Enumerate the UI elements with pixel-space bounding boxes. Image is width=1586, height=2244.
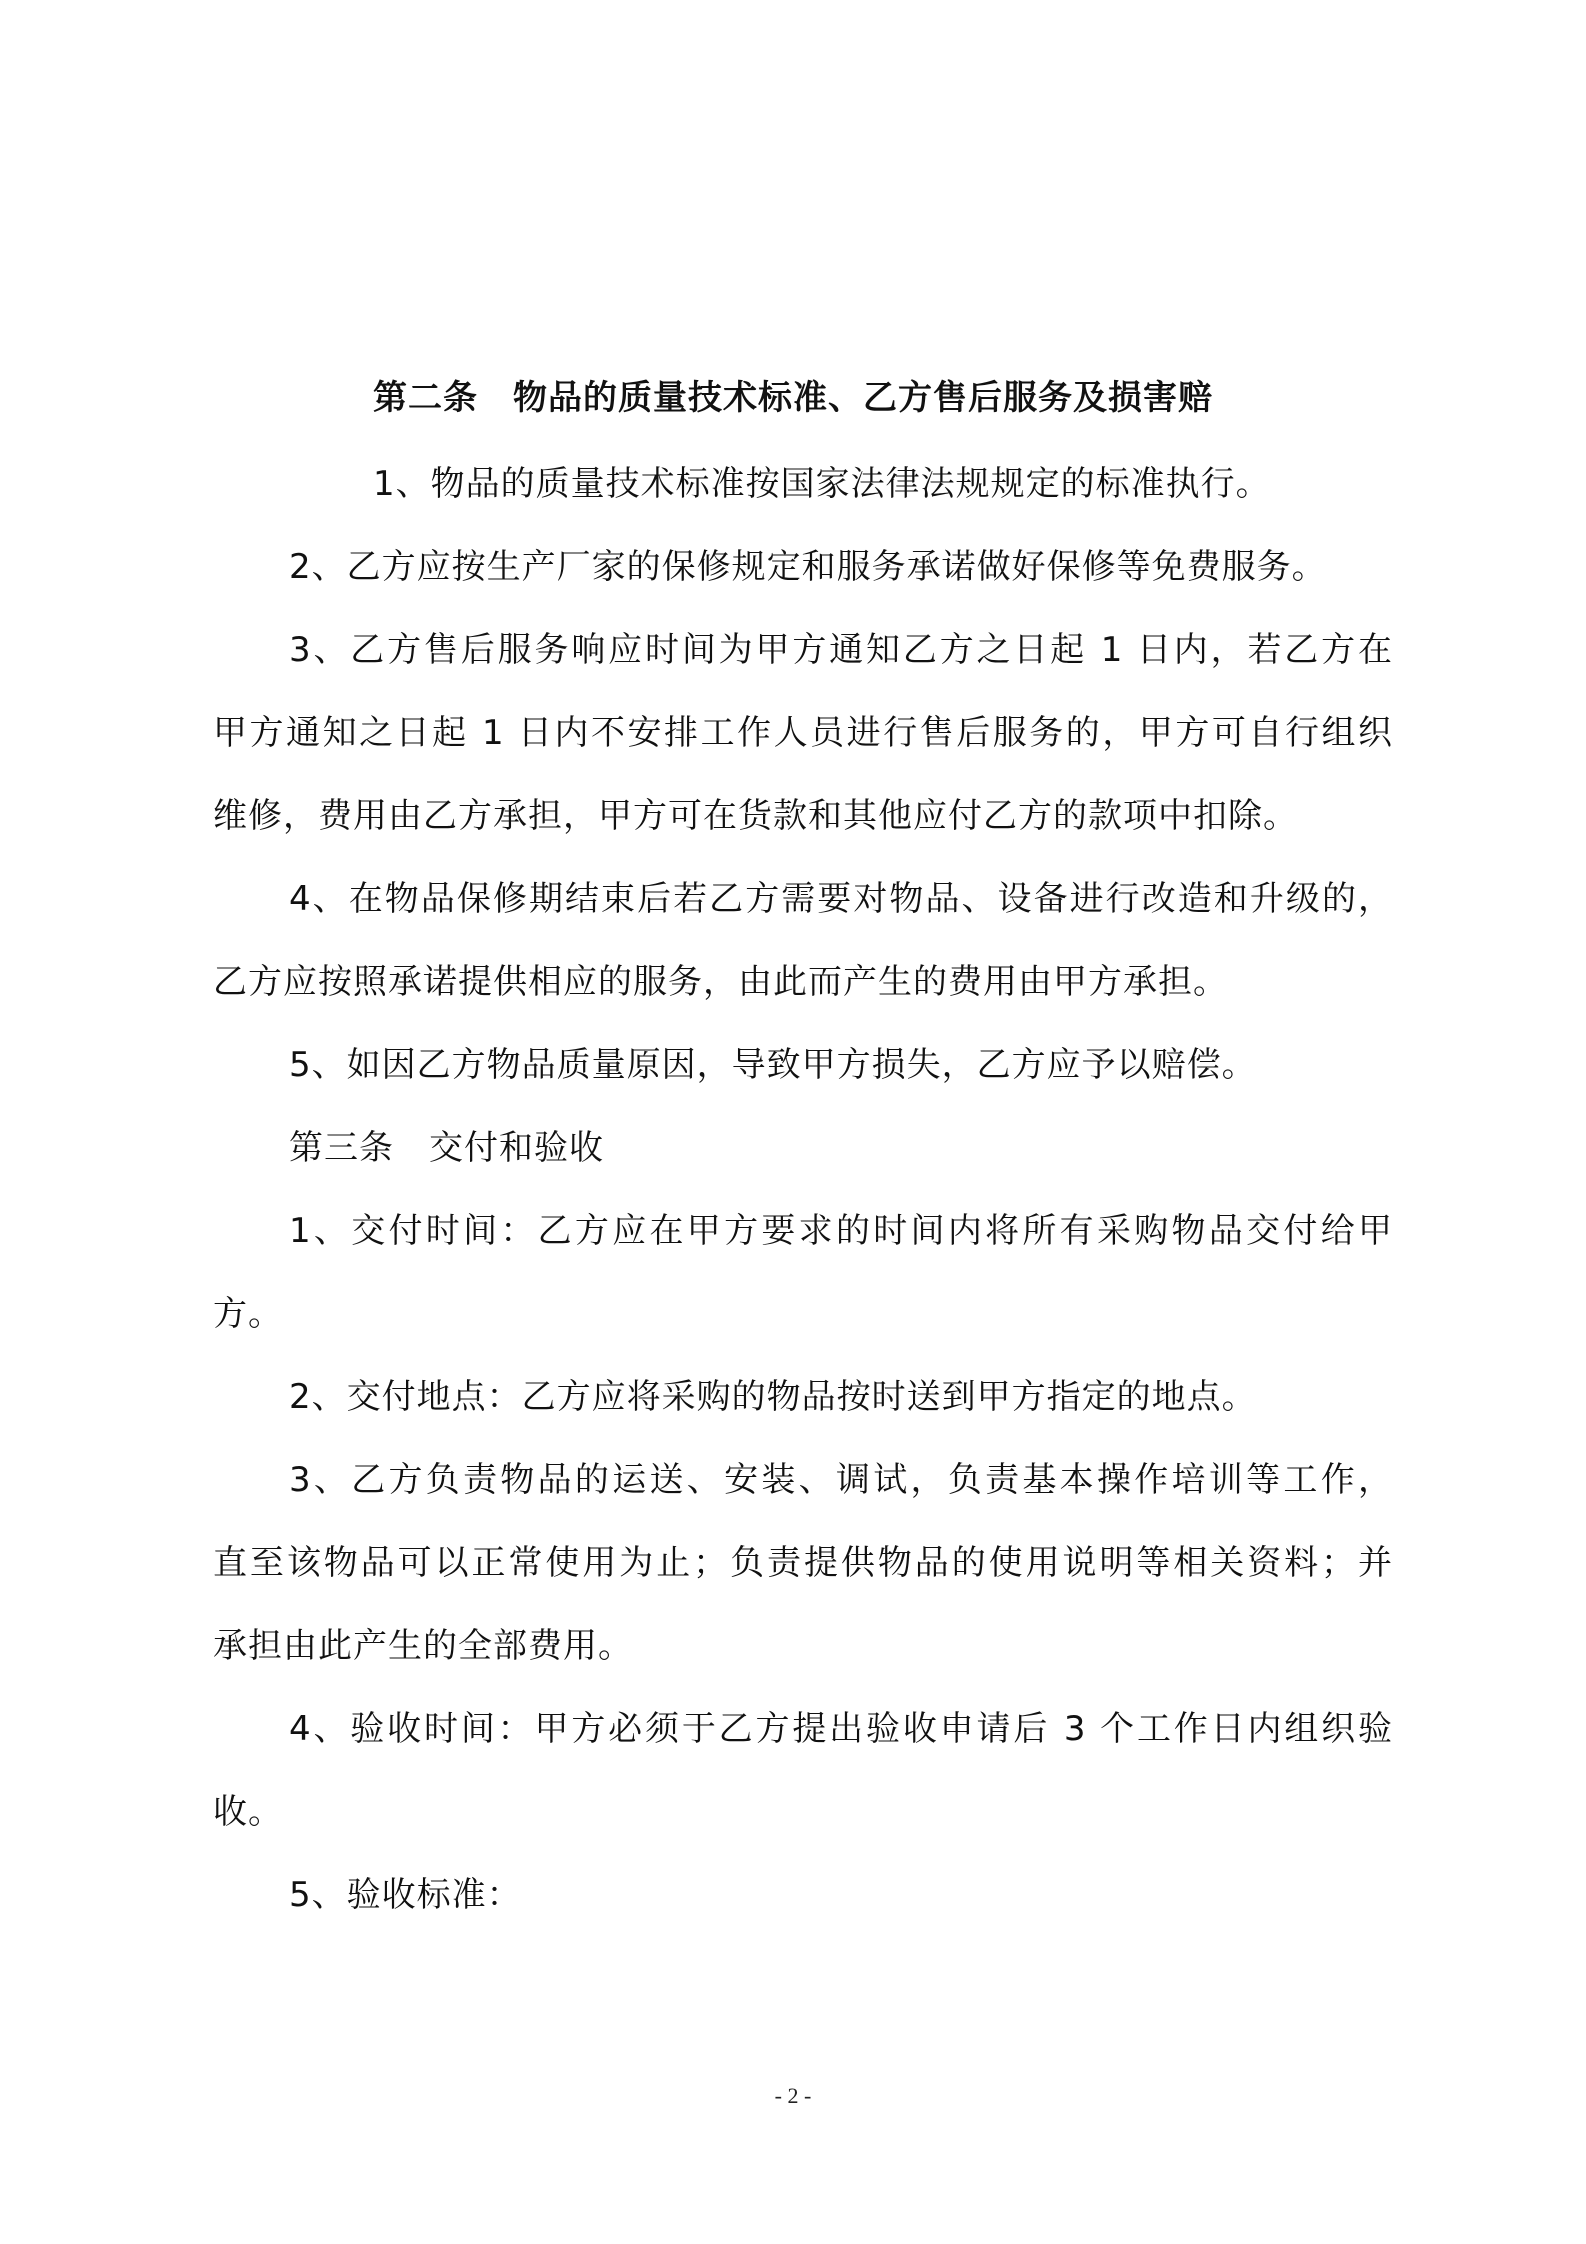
article-2-item-3-line-3: 维修，费用由乙方承担，甲方可在货款和其他应付乙方的款项中扣除。 (213, 796, 1298, 836)
article-3-item-3-line-3: 承担由此产生的全部费用。 (213, 1626, 633, 1666)
article-2-item-1: 1、物品的质量技术标准按国家法律法规规定的标准执行。 (373, 464, 1271, 504)
article-3-heading: 第三条 交付和验收 (289, 1128, 604, 1168)
article-3-item-1-line-2: 方。 (213, 1294, 283, 1334)
article-2-item-2: 2、乙方应按生产厂家的保修规定和服务承诺做好保修等免费服务。 (289, 547, 1327, 587)
article-3-item-3-line-2: 直至该物品可以正常使用为止；负责提供物品的使用说明等相关资料；并 (213, 1543, 1393, 1583)
article-2-item-4-line-1: 4、在物品保修期结束后若乙方需要对物品、设备进行改造和升级的， (289, 879, 1393, 919)
article-3-item-2: 2、交付地点：乙方应将采购的物品按时送到甲方指定的地点。 (289, 1377, 1257, 1417)
article-3-item-3-line-1: 3、乙方负责物品的运送、安装、调试，负责基本操作培训等工作， (289, 1460, 1393, 1500)
article-2-heading: 第二条 物品的质量技术标准、乙方售后服务及损害赔 (373, 378, 1213, 418)
page-number: - 2 - (774, 2083, 812, 2108)
article-3-item-1-line-1: 1、交付时间：乙方应在甲方要求的时间内将所有采购物品交付给甲 (289, 1211, 1393, 1251)
article-2-item-4-line-2: 乙方应按照承诺提供相应的服务，由此而产生的费用由甲方承担。 (213, 962, 1228, 1002)
article-3-item-4-line-1: 4、验收时间：甲方必须于乙方提出验收申请后 3 个工作日内组织验 (289, 1709, 1393, 1749)
article-2-item-3-line-2: 甲方通知之日起 1 日内不安排工作人员进行售后服务的，甲方可自行组织 (213, 713, 1393, 753)
article-3-item-4-line-2: 收。 (213, 1792, 283, 1832)
article-3-item-5: 5、验收标准： (289, 1875, 522, 1915)
article-2-item-5: 5、如因乙方物品质量原因，导致甲方损失，乙方应予以赔偿。 (289, 1045, 1257, 1085)
article-2-item-3-line-1: 3、乙方售后服务响应时间为甲方通知乙方之日起 1 日内，若乙方在 (289, 630, 1393, 670)
